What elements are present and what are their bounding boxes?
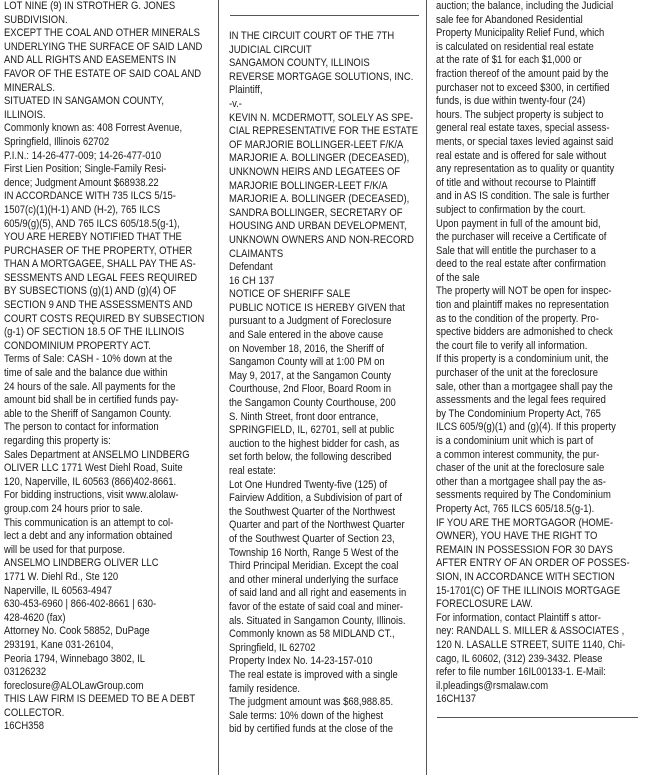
column-divider-left — [218, 0, 219, 775]
column-divider-right — [426, 0, 427, 775]
notice-separator-bottom — [437, 717, 638, 718]
notice-16ch137-text-part1: IN THE CIRCUIT COURT OF THE 7TH JUDICIAL CIRCUIT SANGAMON COUNTY, ILLINOIS REVERSE MORTGAGE SOLUTIONS, INC. Plaintiff, -v.- KEVIN N. MCDERMOTT, SOLELY AS SPE- CIAL REPRESENTATIVE FOR THE ESTATE OF MARJORIE BOLLINGER-LEET F/K/A MARJORIE A. BOLLINGER (DECEASED), UNKNOWN HEIRS AND LEGATEES OF MARJORIE BOLLINGER-LEET F/K/A MARJORIE A. BOLLINGER (DECEASED), SANDRA BOLLINGER, SECRETARY OF HOUSING AND URBAN DEVELOPMENT, UNKNOWN OWNERS AND NON-RECORD CLAIMANTS Defendant 16 CH 137 NOTICE OF SHERIFF SALE PUBLIC NOTICE IS HEREBY GIVEN that pursuant to a Judgment of Foreclosure and Sale entered in the above cause on November 18, 2016, the Sheriff of Sangamon County will at 1:00 PM on May 9, 2017, at the Sangamon County Courthouse, 2nd Floor, Board Room in the Sangamon County Courthouse, 200 S. Ninth Street, front door entrance, SPRINGFIELD, IL, 62701, sell at public auction to the highest bidder for cash, as set forth below, the following described real estate: Lot One Hundred Twenty-five (125) of Fairview Addition, a Subdivision of part of the Southwest Quarter of the Northwest Quarter and part of the Northwest Quarter of the Southwest Quarter of Section 23, Township 16 North, Range 5 West of the Third Principal Meridian. Except the coal and other mineral underlying the surface of said land and all right and easements in favor of the estate of said coal and miner- als. Situated in Sangamon County, Illinois. Commonly known as 58 MIDLAND CT., Springfield, IL 62702 Property Index No. 14-23-157-010 The real estate is improved with a single family residence. The judgment amount was $68,988.85. Sale terms: 10% down of the highest bid by certified funds at the close of the — [229, 30, 419, 736]
notice-column-1 — [4, 0, 211, 775]
notice-separator-top — [230, 15, 419, 16]
notice-column-3 — [436, 0, 642, 775]
notice-column-2 — [229, 30, 424, 775]
notice-16ch358-text: LOT NINE (9) IN STROTHER G. JONES SUBDIVISION. EXCEPT THE COAL AND OTHER MINERALS UNDERLYING THE SURFACE OF SAID LAND AND ALL RIGHTS AND EASEMENTS IN FAVOR OF THE ESTATE OF SAID COAL AND MINERALS. SITUATED IN SANGAMON COUNTY, ILLINOIS. Commonly known as: 408 Forrest Avenue, Springfield, Illinois 62702 P.I.N.: 14-26-477-009; 14-26-477-010 First Lien Position; Single-Family Resi- dence; Judgment Amount $68938.22 IN ACCORDANCE WITH 735 ILCS 5/15- 1507(c)(1)(H-1) AND (H-2), 765 ILCS 605/9(g)(5), AND 765 ILCS 605/18.5(g-1), YOU ARE HEREBY NOTIFIED THAT THE PURCHASER OF THE PROPERTY, OTHER THAN A MORTGAGEE, SHALL PAY THE AS- SESSMENTS AND LEGAL FEES REQUIRED BY SUBSECTIONS (g)(1) AND (g)(4) OF SECTION 9 AND THE ASSESSMENTS AND COURT COSTS REQUIRED BY SUBSECTION (g-1) OF SECTION 18.5 OF THE ILLINOIS CONDOMINIUM PROPERTY ACT. Terms of Sale: CASH - 10% down at the time of sale and the balance due within 24 hours of the sale. All payments for the amount bid shall be in certified funds pay- able to the Sheriff of Sangamon County. The person to contact for information regarding this property is: Sales Department at ANSELMO LINDBERG OLIVER LLC 1771 West Diehl Road, Suite 120, Naperville, IL 60563 (866)402-8661. For bidding instructions, visit www.alolaw- group.com 24 hours prior to sale. This communication is an attempt to col- lect a debt and any information obtained will be used for that purpose. ANSELMO LINDBERG OLIVER LLC 1771 W. Diehl Rd., Ste 120 Naperville, IL 60563-4947 630-453-6960 | 866-402-8661 | 630- 428-4620 (fax) Attorney No. Cook 58852, DuPage 293191, Kane 031-26104, Peoria 1794, Winnebago 3802, IL 03126232 foreclosure@ALOLawGroup.com THIS LAW FIRM IS DEEMED TO BE A DEBT COLLECTOR. 16CH358 — [4, 0, 205, 733]
notice-16ch137-text-part2: auction; the balance, including the Judicial sale fee for Abandoned Residential Property Municipality Relief Fund, which is calculated on residential real estate at the rate of $1 for each $1,000 or fraction thereof of the amount paid by the purchaser not to exceed $300, in certified funds, is due within twenty-four (24) hours. The subject property is subject to general real estate taxes, special assess- ments, or special taxes levied against said real estate and is offered for sale without any representation as to quality or quantity of title and without recourse to Plaintiff and in AS IS condition. The sale is further subject to confirmation by the court. Upon payment in full of the amount bid, the purchaser will receive a Certificate of Sale that will entitle the purchaser to a deed to the real estate after confirmation of the sale The property will NOT be open for inspec- tion and plaintiff makes no representation as to the condition of the property. Pro- spective bidders are admonished to check the court file to verify all information. If this property is a condominium unit, the purchaser of the unit at the foreclosure sale, other than a mortgagee shall pay the assessments and the legal fees required by The Condominium Property Act, 765 ILCS 605/9(g)(1) and (g)(4). If this property is a condominium unit which is part of a common interest community, the pur- chaser of the unit at the foreclosure sale other than a mortgagee shall pay the as- sessments required by The Condominium Property Act, 765 ILCS 605/18.5(g-1). IF YOU ARE THE MORTGAGOR (HOME- OWNER), YOU HAVE THE RIGHT TO REMAIN IN POSSESSION FOR 30 DAYS AFTER ENTRY OF AN ORDER OF POSSES- SION, IN ACCORDANCE WITH SECTION 15-1701(C) OF THE ILLINOIS MORTGAGE FORECLOSURE LAW. For information, contact Plaintiff s attor- ney: RANDALL S. MILLER & ASSOCIATES , 120 N. LASALLE STREET, SUITE 1140, Chi- cago, IL 60602, (312) 239-3432. Please refer to file number 16IL00133-1. E-Mail: il.pleadings@rsmalaw.com 16CH137 — [436, 0, 630, 706]
